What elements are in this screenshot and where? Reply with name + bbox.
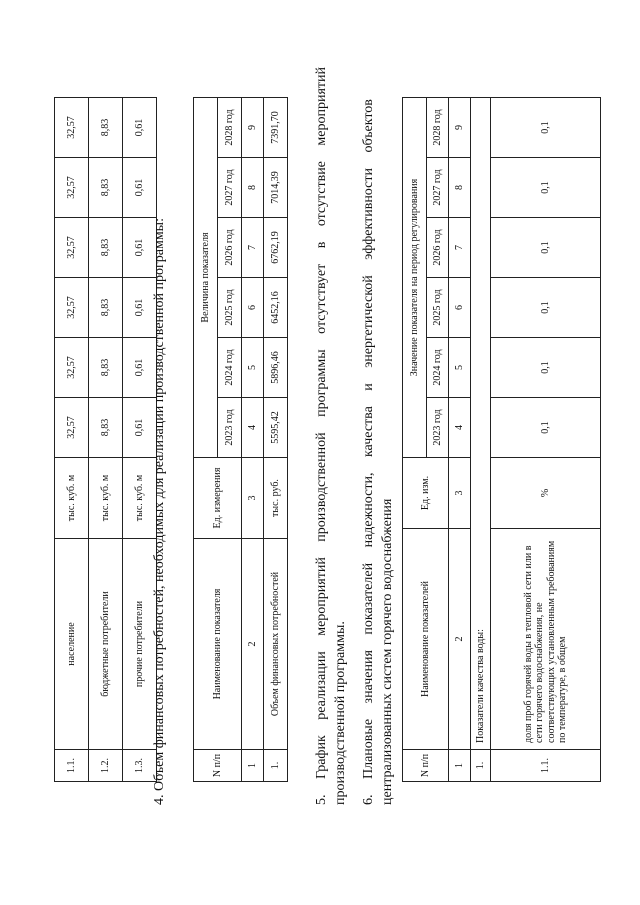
section6-heading xyxy=(360,45,398,805)
value-cell: 8,83 xyxy=(89,218,123,278)
index-cell: 8 xyxy=(242,158,264,218)
year-header: 2023 год xyxy=(427,398,449,458)
value-cell: 0,1 xyxy=(491,278,601,338)
row-number: 1.1. xyxy=(491,750,601,782)
year-header: 2025 год xyxy=(218,278,242,338)
row-name: бюджетные потребители xyxy=(89,539,123,750)
consumption-table xyxy=(54,97,157,782)
row-unit: тыс. руб. xyxy=(264,458,288,539)
value-cell: 6452,16 xyxy=(264,278,288,338)
index-cell: 5 xyxy=(242,338,264,398)
col-header-name: Наименование показателей xyxy=(403,529,449,750)
section4-heading: 4. Объем финансовых потребностей, необходимых для реализации производственной программы: xyxy=(152,218,167,805)
section6-line2: централизованных систем горячего водоснабжения xyxy=(379,498,395,805)
value-cell: 0,1 xyxy=(491,398,601,458)
value-cell: 6762,19 xyxy=(264,218,288,278)
table-row xyxy=(55,98,89,782)
index-cell: 1 xyxy=(242,750,264,782)
index-cell: 5 xyxy=(449,338,471,398)
value-cell: 32,57 xyxy=(55,98,89,158)
value-cell: 0,1 xyxy=(491,158,601,218)
index-cell: 9 xyxy=(242,98,264,158)
col-header-unit: Ед. изм. xyxy=(403,458,449,529)
value-cell: 8,83 xyxy=(89,398,123,458)
col-header-group: Значение показателя на период регулирования xyxy=(403,98,427,458)
year-header: 2024 год xyxy=(218,338,242,398)
index-cell: 7 xyxy=(449,218,471,278)
value-cell: 5595,42 xyxy=(264,398,288,458)
year-header: 2023 год xyxy=(218,398,242,458)
value-cell: 7391,70 xyxy=(264,98,288,158)
index-row xyxy=(449,98,471,782)
year-header: 2027 год xyxy=(218,158,242,218)
col-header-num: N п/п xyxy=(194,750,242,782)
index-row xyxy=(242,98,264,782)
index-cell: 7 xyxy=(242,218,264,278)
index-cell: 3 xyxy=(449,458,471,529)
col-header-num: N п/п xyxy=(403,750,449,782)
index-cell: 3 xyxy=(242,458,264,539)
index-cell: 6 xyxy=(449,278,471,338)
row-name: Объем финансовых потребностей xyxy=(264,539,288,750)
value-cell: 0,61 xyxy=(123,98,157,158)
index-cell: 8 xyxy=(449,158,471,218)
finance-table-block xyxy=(193,97,288,782)
row-number: 1.3. xyxy=(123,750,157,782)
row-name: доля проб горячей воды в тепловой сети или в сети горячего водоснабжения, не соответствующих установленным требованиям по температуре, в общем xyxy=(491,529,601,750)
year-header: 2028 год xyxy=(427,98,449,158)
table-row xyxy=(264,98,288,782)
value-cell: 32,57 xyxy=(55,338,89,398)
value-cell: 0,1 xyxy=(491,218,601,278)
row-unit: тыс. куб. м xyxy=(123,458,157,539)
year-header: 2026 год xyxy=(218,218,242,278)
row-number: 1.1. xyxy=(55,750,89,782)
value-cell: 0,61 xyxy=(123,218,157,278)
index-cell: 6 xyxy=(242,278,264,338)
value-cell: 0,1 xyxy=(491,98,601,158)
index-cell: 2 xyxy=(449,529,471,750)
index-cell: 2 xyxy=(242,539,264,750)
value-cell: 0,61 xyxy=(123,278,157,338)
col-header-name: Наименование показателя xyxy=(194,539,242,750)
section5-line1: 5. График реализации мероприятий производственной программы отсутствует в отсутствие мероприятий xyxy=(314,67,329,805)
value-cell: 0,61 xyxy=(123,338,157,398)
row-number: 1. xyxy=(471,750,491,782)
year-header: 2026 год xyxy=(427,218,449,278)
col-header-unit: Ед. измерения xyxy=(194,458,242,539)
row-number: 1.2. xyxy=(89,750,123,782)
row-name: прочие потребители xyxy=(123,539,157,750)
group-label: Показатели качества воды: xyxy=(471,98,491,750)
row-number: 1. xyxy=(264,750,288,782)
col-header-group: Величина показателя xyxy=(194,98,218,458)
year-header: 2025 год xyxy=(427,278,449,338)
section6-line1: 6. Плановые значения показателей надежности, качества и энергетической эффективности объектов xyxy=(361,99,376,805)
indicators-table xyxy=(402,97,601,782)
value-cell: 32,57 xyxy=(55,278,89,338)
value-cell: 32,57 xyxy=(55,218,89,278)
value-cell: 0,61 xyxy=(123,398,157,458)
row-unit: тыс. куб. м xyxy=(55,458,89,539)
finance-table xyxy=(193,97,288,782)
value-cell: 32,57 xyxy=(55,398,89,458)
row-name: население xyxy=(55,539,89,750)
section5-line2: производственной программы. xyxy=(332,621,348,805)
value-cell: 8,83 xyxy=(89,278,123,338)
table-row xyxy=(491,98,601,782)
value-cell: 0,1 xyxy=(491,338,601,398)
index-cell: 9 xyxy=(449,98,471,158)
indicators-table-block xyxy=(402,97,601,782)
index-cell: 4 xyxy=(449,398,471,458)
index-cell: 1 xyxy=(449,750,471,782)
row-unit: % xyxy=(491,458,601,529)
value-cell: 8,83 xyxy=(89,338,123,398)
value-cell: 8,83 xyxy=(89,98,123,158)
group-row xyxy=(471,98,491,782)
year-header: 2027 год xyxy=(427,158,449,218)
value-cell: 0,61 xyxy=(123,158,157,218)
value-cell: 8,83 xyxy=(89,158,123,218)
year-header: 2028 год xyxy=(218,98,242,158)
value-cell: 5896,46 xyxy=(264,338,288,398)
table-row xyxy=(89,98,123,782)
index-cell: 4 xyxy=(242,398,264,458)
section5-paragraph xyxy=(313,45,351,805)
value-cell: 7014,39 xyxy=(264,158,288,218)
value-cell: 32,57 xyxy=(55,158,89,218)
consumption-table-block xyxy=(54,97,157,782)
row-unit: тыс. куб. м xyxy=(89,458,123,539)
year-header: 2024 год xyxy=(427,338,449,398)
